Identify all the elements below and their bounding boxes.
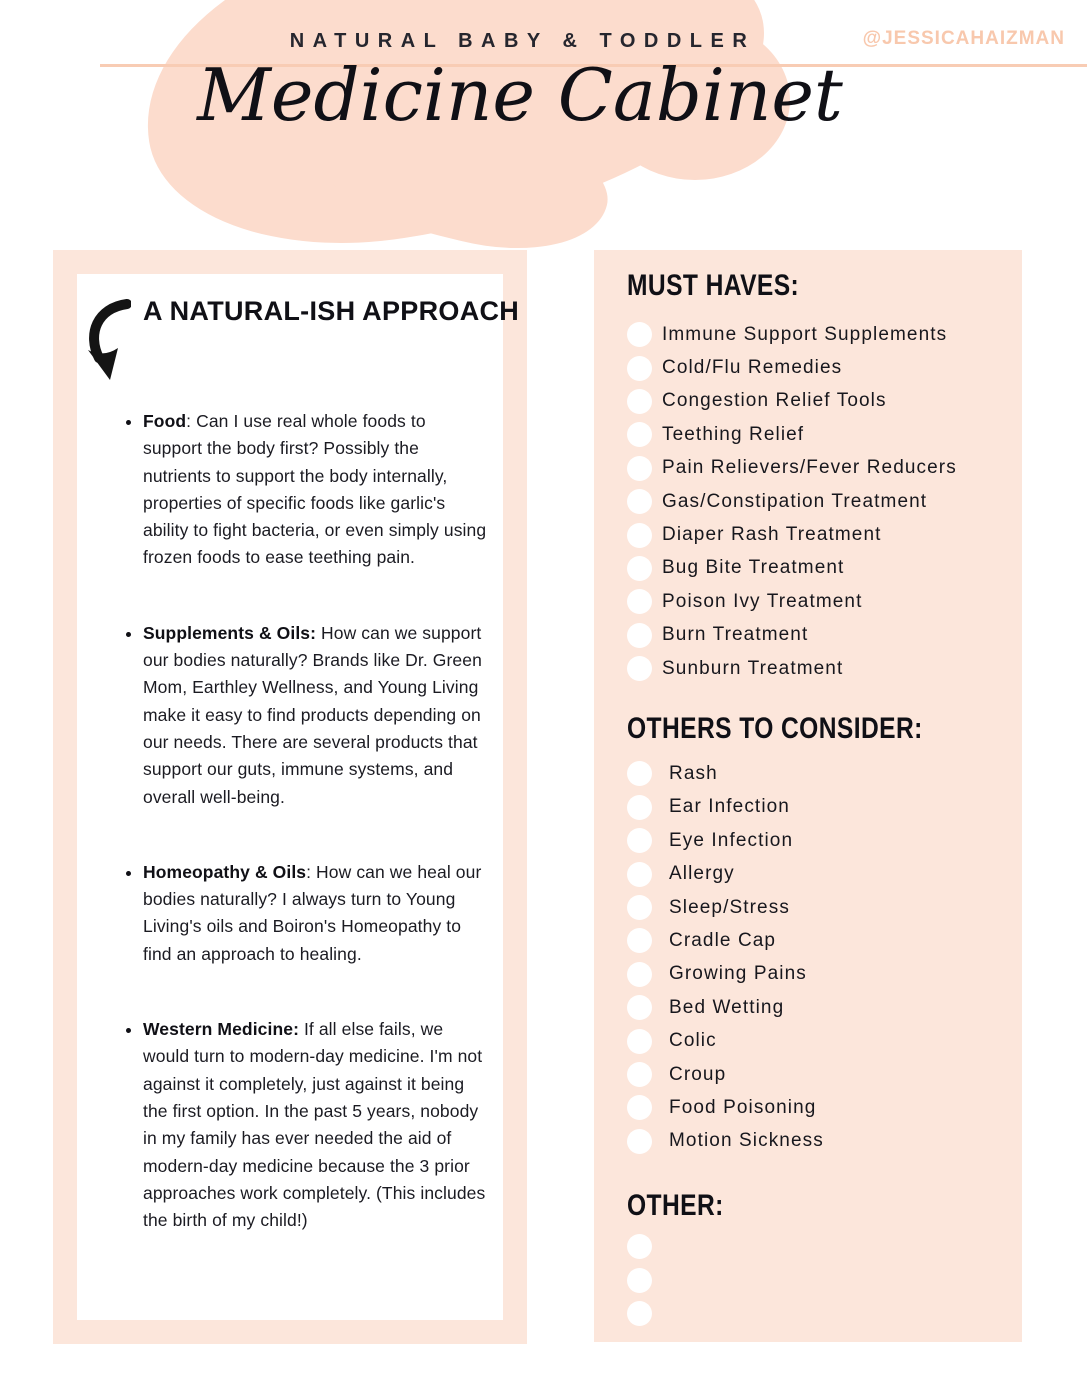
page-title: Medicine Cabinet (197, 53, 843, 137)
approach-bullet-list (77, 408, 503, 1282)
checklist-item-label: Colic (669, 1030, 717, 1052)
checklist-row (627, 958, 1008, 991)
bullet-lead: Homeopathy & Oils (143, 861, 307, 882)
checkbox-circle[interactable] (627, 356, 652, 381)
must-haves-heading: MUST HAVES: (627, 269, 800, 302)
checklist-item-label: Eye Infection (669, 829, 794, 851)
approach-heading: A NATURAL-ISH APPROACH (143, 296, 520, 326)
checklist-item-label: Motion Sickness (669, 1130, 824, 1152)
bullet-body: : Can I use real whole foods to support the body first? Possibly the nutrients to support the body internally, properties of specific foods like garlic's ability to fight bacteria, or even simply using frozen foods to ease teething pain. (143, 411, 487, 568)
checkbox-circle[interactable] (627, 1029, 652, 1054)
checklist-row (627, 991, 1008, 1024)
checklist-item-label: Rash (669, 762, 718, 784)
bullet-body: How can we support our bodies naturally? Brands like Dr. Green Mom, Earthley Wellness, and Young Living make it easy to find products depending on our needs. There are several products that support our guts, immune systems, and overall well-being. (143, 622, 482, 807)
checklist-row (627, 418, 1008, 451)
checkbox-circle[interactable] (627, 556, 652, 581)
approach-panel (53, 250, 527, 1344)
checklist-row (627, 791, 1008, 824)
checklist-row (627, 891, 1008, 924)
checklist-row (627, 652, 1008, 685)
checkbox-circle[interactable] (627, 1301, 652, 1326)
checklist-row (627, 518, 1008, 551)
checklist-item-label: Teething Relief (662, 423, 805, 445)
checklist-row-blank (627, 1297, 1008, 1330)
checkbox-circle[interactable] (627, 1095, 652, 1120)
checkbox-circle[interactable] (627, 1062, 652, 1087)
checkbox-circle[interactable] (627, 995, 652, 1020)
checkbox-circle[interactable] (627, 895, 652, 920)
header-kicker: NATURAL BABY & TODDLER (289, 30, 756, 52)
checklist-item-label: Sunburn Treatment (662, 657, 844, 679)
checklist-row (627, 351, 1008, 384)
checkbox-circle[interactable] (627, 656, 652, 681)
checkbox-circle[interactable] (627, 962, 652, 987)
checklist-item-label: Allergy (669, 863, 735, 885)
checklist-item-label: Cradle Cap (669, 929, 777, 951)
checklist-item-label: Croup (669, 1063, 727, 1085)
checklist-item-label: Immune Support Supplements (662, 323, 948, 345)
other-heading: OTHER: (627, 1188, 724, 1222)
checklist-item-label: Bug Bite Treatment (662, 557, 845, 579)
checkbox-circle[interactable] (627, 489, 652, 514)
checkbox-circle[interactable] (627, 589, 652, 614)
checklist-row-blank (627, 1230, 1008, 1263)
checklist-item-label: Diaper Rash Treatment (662, 524, 882, 546)
approach-panel-inner (77, 274, 520, 1320)
checkbox-circle[interactable] (627, 322, 652, 347)
bullet-lead: Western Medicine: (143, 1019, 299, 1040)
checklist-item-label: Bed Wetting (669, 996, 785, 1018)
bullet-body: If all else fails, we would turn to modern-day medicine. I'm not against it completely, just against it being the first option. In the past 5 years, nobody in my family has ever needed the aid of modern-day medicine because the 3 prior approaches work completely. (This includes the birth of my child!) (143, 1019, 486, 1231)
checklist-row (627, 1024, 1008, 1057)
checklist-row (627, 1091, 1008, 1124)
checklist-row (627, 385, 1008, 418)
instagram-handle: @JESSICAHAIZMAN (862, 28, 1065, 49)
checklist-row (627, 552, 1008, 585)
checklist-item-label: Ear Infection (669, 796, 790, 818)
checklist-row (627, 619, 1008, 652)
bullet-item-homeopathy-oils (143, 859, 487, 968)
checkbox-circle[interactable] (627, 456, 652, 481)
checkbox-circle[interactable] (627, 1129, 652, 1154)
checkbox-circle[interactable] (627, 1234, 652, 1259)
bullet-lead: Supplements & Oils: (143, 622, 317, 643)
checkbox-circle[interactable] (627, 761, 652, 786)
checklist-row (627, 1058, 1008, 1091)
checklist-item-label: Food Poisoning (669, 1096, 817, 1118)
checkbox-circle[interactable] (627, 389, 652, 414)
bullet-item-supplements-oils (143, 620, 487, 811)
checklist-row-blank (627, 1263, 1008, 1296)
checklist-row (627, 1125, 1008, 1158)
checklist-item-label: Poison Ivy Treatment (662, 590, 863, 612)
bullet-lead: Food (143, 411, 187, 431)
checklist-row (627, 485, 1008, 518)
checklist-item-label: Congestion Relief Tools (662, 390, 887, 412)
checkbox-circle[interactable] (627, 422, 652, 447)
checklist-row (627, 924, 1008, 957)
checklist-item-label: Pain Relievers/Fever Reducers (662, 457, 957, 479)
checkbox-circle[interactable] (627, 928, 652, 953)
checkbox-circle[interactable] (627, 523, 652, 548)
checklist-row (627, 452, 1008, 485)
checkbox-circle[interactable] (627, 1268, 652, 1293)
checklist-item-label: Growing Pains (669, 963, 807, 985)
curved-arrow-icon (83, 298, 131, 382)
checklist-row (627, 824, 1008, 857)
checklist-item-label: Sleep/Stress (669, 896, 790, 918)
bullet-item-food (143, 408, 487, 572)
checklist-item-label: Gas/Constipation Treatment (662, 490, 928, 512)
checklist-item-label: Cold/Flu Remedies (662, 357, 843, 379)
checkbox-circle[interactable] (627, 828, 652, 853)
checklist-panel (594, 250, 1022, 1342)
checklist-row (627, 857, 1008, 890)
checklist-row (627, 318, 1008, 351)
bullet-item-western-medicine (143, 1016, 487, 1234)
checkbox-circle[interactable] (627, 623, 652, 648)
bullet-body: : How can we heal our bodies naturally? I always turn to Young Living's oils and Boiron's Homeopathy to find an approach to healing. (143, 861, 482, 964)
others-to-consider-heading: OTHERS TO CONSIDER: (627, 712, 923, 746)
checklist-item-label: Burn Treatment (662, 624, 809, 646)
checklist-row (627, 585, 1008, 618)
checkbox-circle[interactable] (627, 795, 652, 820)
checklist-row (627, 757, 1008, 790)
checkbox-circle[interactable] (627, 862, 652, 887)
